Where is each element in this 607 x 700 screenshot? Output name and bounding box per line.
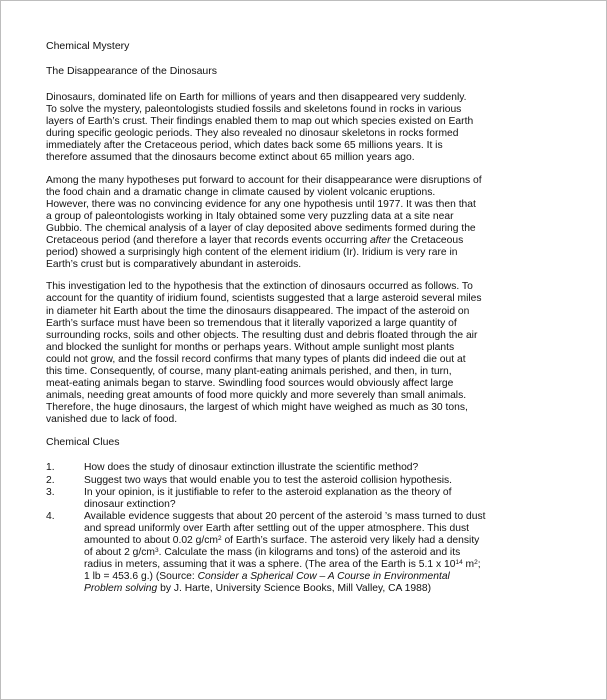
clue-item-3: [46, 487, 538, 511]
paragraph-line: layers of Earth’s crust. Their findings enabled them to map out which species existed on Earth: [46, 116, 474, 128]
clue-text: of Earth’s surface. The asteroid very likely had a density: [221, 535, 480, 546]
clue-line: Suggest two ways that would enable you to test the asteroid collision hypothesis.: [84, 474, 453, 486]
superscript: 3: [154, 547, 159, 555]
clue-number: 4.: [46, 510, 55, 522]
paragraph-line: period) showed a surprisingly high content of the element iridium (Ir). Iridium is very rare in: [46, 247, 458, 259]
clue-text: m: [462, 559, 475, 571]
document-title: Chemical Mystery: [46, 40, 130, 52]
paragraph-line: a group of paleontologists working in Italy obtained some very puzzling data at a site near: [46, 210, 454, 222]
clue-text: of about 2 g/cm: [84, 547, 155, 559]
clue-text: by J. Harte, University Science Books, Mill Valley, CA 1988): [157, 583, 431, 595]
clue-line: and spread uniformly over Earth after settling out of the upper atmosphere. This dust: [84, 522, 470, 534]
paragraph-line: therefore assumed that the dinosaurs become extinct about 65 million years ago.: [46, 152, 415, 164]
paragraph-line: the food chain and a dramatic change in climate caused by violent volcanic eruptions.: [46, 186, 436, 198]
superscript: 14: [455, 559, 463, 567]
paragraph-1: [46, 92, 538, 165]
clue-line: [84, 559, 538, 571]
paragraph-line: However, there was no convincing evidence for any one hypothesis until 1977. It was then that: [46, 198, 476, 210]
paragraph-line: Dinosaurs, dominated life on Earth for millions of years and then disappeared very suddenly.: [46, 92, 467, 103]
source-title: Consider a Spherical Cow – A Course in Environmental: [197, 571, 450, 583]
paragraph-line: surrounding rocks, soils and other objects. The resulting dust and debris floated through the air: [46, 329, 478, 341]
clue-line: [84, 571, 538, 583]
source-title: Problem solving: [84, 583, 158, 595]
clue-number: 3.: [46, 486, 55, 498]
paragraph-line: Earth’s crust but is comparatively abundant in asteroids.: [46, 259, 302, 271]
paragraph-3: [46, 281, 538, 426]
clue-item-2: [46, 475, 538, 487]
paragraph-line: meat-eating animals began to starve. Swindling food sources would obviously affect large: [46, 378, 454, 390]
clue-text: amounted to about 0.02 g/cm: [84, 535, 218, 546]
clues-heading: Chemical Clues: [46, 436, 120, 449]
paragraph-text: Cretaceous period (and therefore a layer that records events occurring: [46, 235, 370, 247]
clue-text: 1 lb = 453.6 g.) (Source:: [84, 571, 198, 583]
paragraph-line-with-italic: [46, 235, 538, 247]
paragraph-line: To solve the mystery, paleontologists studied fossils and skeletons found in rocks in various: [46, 104, 462, 116]
paragraph-text: the Cretaceous: [390, 235, 464, 247]
clue-line: In your opinion, is it justifiable to refer to the asteroid explanation as the theory of: [84, 486, 452, 498]
superscript: 2: [474, 559, 478, 567]
paragraph-2: [46, 175, 538, 272]
clue-line: Available evidence suggests that about 20 percent of the asteroid ’s mass turned to dust: [84, 510, 486, 522]
paragraph-line: Among the many hypotheses put forward to account for their disappearance were disruptions of: [46, 174, 482, 186]
paragraph-line: animals, needing great amounts of food more quickly and more severely than small animals.: [46, 390, 467, 402]
document-subtitle: The Disappearance of the Dinosaurs: [46, 65, 218, 77]
clue-number: 1.: [46, 462, 55, 474]
paragraph-line: Therefore, the huge dinosaurs, the largest of which might have weighed as much as 30 tons,: [46, 402, 468, 414]
clue-text: . Calculate the mass (in kilograms and tons) of the asteroid and its: [158, 547, 461, 559]
paragraph-line: vanished due to lack of food.: [46, 414, 178, 426]
clue-item-4: [46, 511, 538, 596]
italic-word: after: [369, 235, 391, 247]
clue-line: [84, 547, 538, 559]
clue-line: [84, 583, 538, 595]
paragraph-line: immediately after the Cretaceous period, which dates back some 65 millions years. It is: [46, 140, 443, 152]
superscript: 2: [217, 535, 222, 542]
clue-text: ;: [477, 559, 481, 571]
clue-item-1: [46, 462, 538, 474]
paragraph-line: This investigation led to the hypothesis that the extinction of dinosaurs occurred as follows. To: [46, 281, 473, 293]
clue-text: radius in meters, assuming that it was a sphere. (The area of the Earth is 5.1 x 10: [84, 559, 456, 571]
paragraph-line: account for the quantity of iridium found, scientists suggested that a large asteroid several miles: [46, 293, 482, 305]
clue-line: dinosaur extinction?: [84, 498, 176, 510]
paragraph-line: and blocked the sunlight for months or perhaps years. Without ample sunlight most plants: [46, 341, 455, 353]
document-content: [46, 40, 538, 595]
clue-line: [84, 535, 538, 547]
clue-line: How does the study of dinosaur extinction illustrate the scientific method?: [84, 462, 419, 474]
paragraph-line: Gubbio. The chemical analysis of a layer of clay deposited above sediments formed during the: [46, 222, 476, 234]
paragraph-line: Earth’s surface must have been so tremendous that it literally vaporized a large quantity of: [46, 317, 457, 329]
paragraph-line: could not grow, and the fossil record confirms that many types of plants did indeed die out at: [46, 353, 466, 365]
paragraph-line: in diameter hit Earth about the time the dinosaurs disappeared. The impact of the asteroid on: [46, 305, 470, 317]
clue-number: 2.: [46, 474, 55, 486]
paragraph-line: during specific geologic periods. They also revealed no dinosaur skeletons in rocks formed: [46, 128, 459, 140]
paragraph-line: this time. Consequently, of course, many plant-eating animals perished, and then, in turn,: [46, 365, 452, 377]
